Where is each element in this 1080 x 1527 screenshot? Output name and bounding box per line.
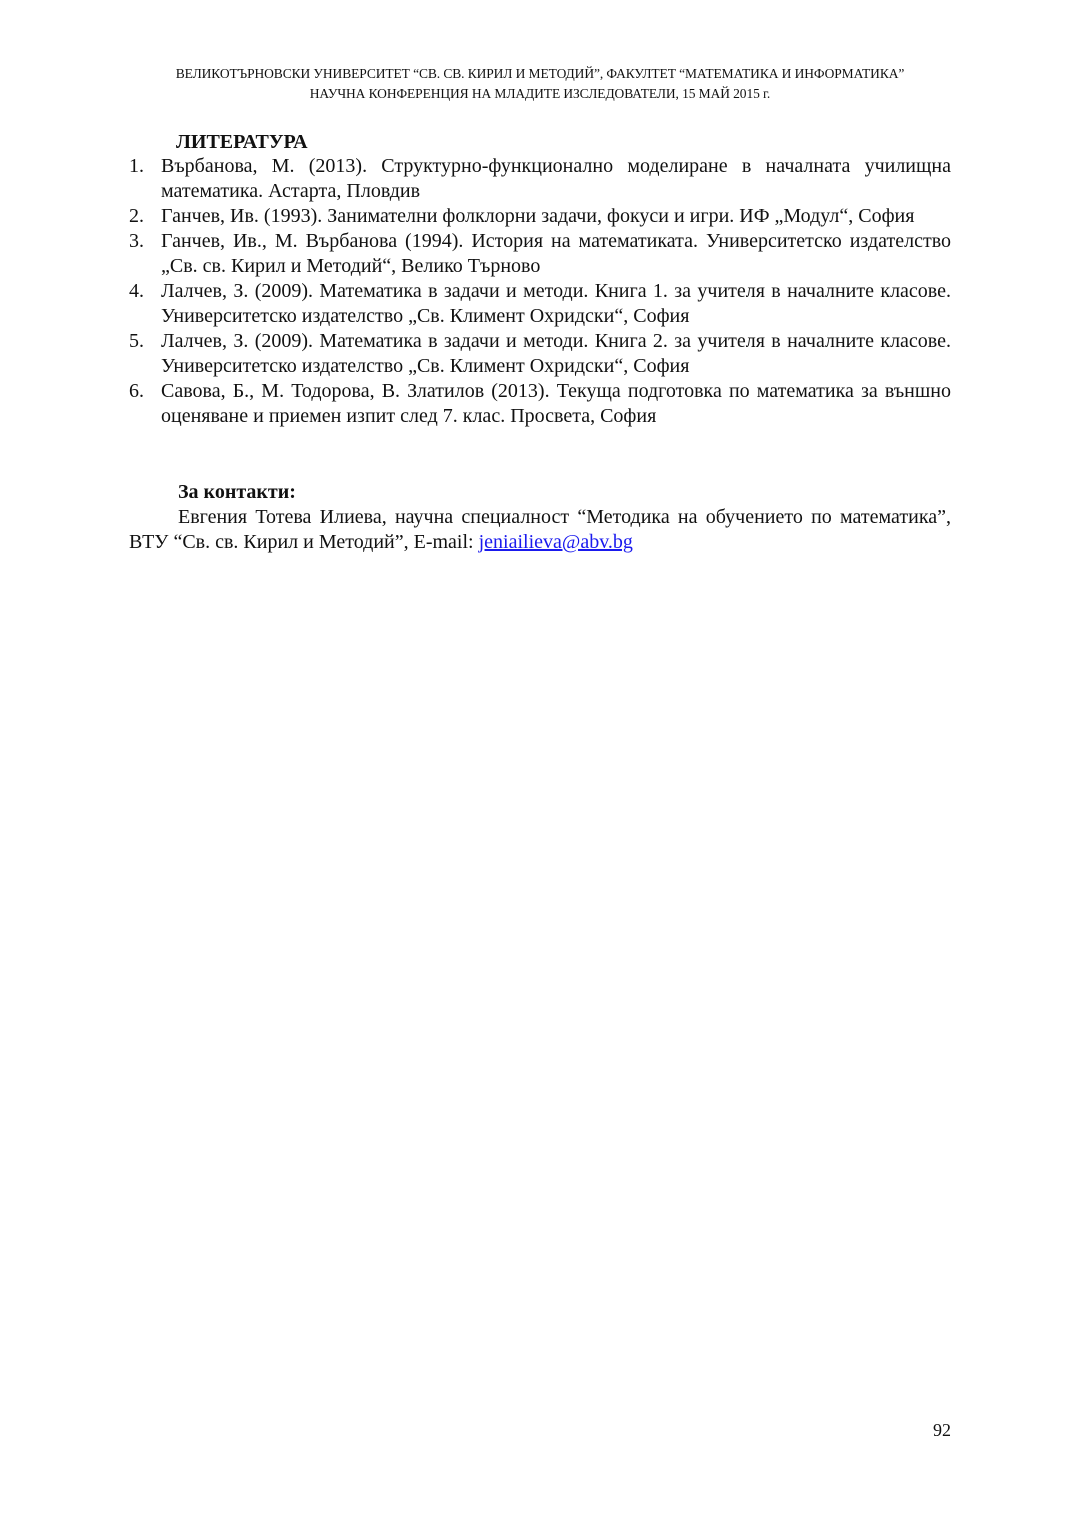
reference-number: 2. (129, 205, 144, 227)
reference-text: Лалчев, З. (2009). Математика в задачи и методи. Книга 2. за учителя в началните класове. Университетско издателство „Св. Климент Охридски“, София (161, 330, 951, 377)
contacts-paragraph (129, 505, 951, 555)
header-line-conference: НАУЧНА КОНФЕРЕНЦИЯ НА МЛАДИТЕ ИЗСЛЕДОВАТЕЛИ, 15 МАЙ 2015 г. (309, 86, 771, 101)
references-list (129, 154, 951, 429)
contacts-text: Евгения Тотева Илиева, научна специалност “Методика на обучението по математика”, ВТУ “Св. св. Кирил и Методий”, E-mail: (129, 506, 951, 553)
reference-item (129, 204, 951, 229)
references-heading: ЛИТЕРАТУРА (176, 131, 308, 153)
reference-text: Савова, Б., М. Тодорова, В. Златилов (2013). Текуща подготовка по математика за външно оценяване и приемен изпит след 7. клас. Просвета, София (161, 380, 951, 427)
reference-text: Лалчев, З. (2009). Математика в задачи и методи. Книга 1. за учителя в началните класове. Университетско издателство „Св. Климент Охридски“, София (161, 280, 951, 327)
reference-number: 4. (129, 280, 144, 302)
reference-item (129, 379, 951, 429)
contacts-heading: За контакти: (178, 481, 296, 503)
reference-number: 6. (129, 380, 144, 402)
reference-item (129, 279, 951, 329)
page-number: 92 (933, 1420, 951, 1440)
reference-item (129, 229, 951, 279)
reference-number: 1. (129, 155, 144, 177)
reference-number: 5. (129, 330, 144, 352)
reference-text: Ганчев, Ив., М. Върбанова (1994). История на математиката. Университетско издателство „Св. св. Кирил и Методий“, Велико Търново (161, 230, 951, 277)
running-header (0, 64, 1080, 104)
header-line-university: ВЕЛИКОТЪРНОВСКИ УНИВЕРСИТЕТ “СВ. СВ. КИРИЛ И МЕТОДИЙ”, ФАКУЛТЕТ “МАТЕМАТИКА И ИНФОРМАТИКА” (175, 66, 905, 81)
reference-number: 3. (129, 230, 144, 252)
email-link[interactable]: jeniailieva@abv.bg (478, 531, 633, 553)
reference-item (129, 154, 951, 204)
reference-text: Ганчев, Ив. (1993). Занимателни фолклорни задачи, фокуси и игри. ИФ „Модул“, София (161, 205, 915, 227)
reference-item (129, 329, 951, 379)
reference-text: Върбанова, М. (2013). Структурно-функционално моделиране в началната училищна математика. Астарта, Пловдив (161, 155, 951, 202)
